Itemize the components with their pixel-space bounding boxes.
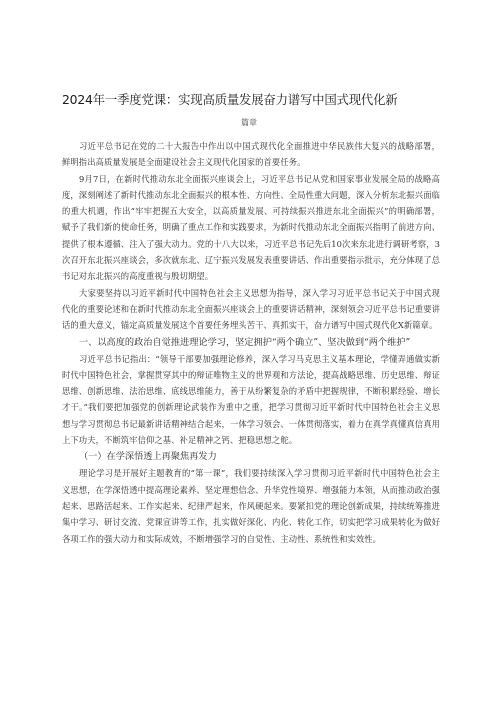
section-paragraph-1: 习近平总书记指出：“领导干部要加强理论修养，深入学习马克思主义基本理论，学懂弄通做实新时代中国特色社会，掌握贯穿其中的辩证唯物主义的世界观和方法论，提高战略思维、历史思维、辩证思维、创新思维、法治思维、底线思维能力，善于从纷繁复杂的矛盾中把握规律，不断积累经验、增长才干。”我们要把加强党的创新理论武装作为重中之重，把学习贯彻习近平新时代中国特色社会主义思想与学习贯彻总书记最新讲话精神结合起来，一体学习领会、一体贯彻落实，着力在真学真懂真信真用上下功夫，不断筑牢信仰之基、补足精神之钙、把稳思想之舵。 [62, 353, 440, 446]
paragraph-intro: 习近平总书记在党的二十大报告中作出以中国式现代化全面推进中华民族伟大复兴的战略部署，鲜明指出高质量发展是全面建设社会主义现代化国家的首要任务。 [62, 141, 440, 168]
document-body [62, 138, 440, 547]
document-author: 篇章 [241, 118, 257, 127]
paragraph-meeting: 9月7日，在新时代推动东北全面振兴座谈会上，习近平总书记从党和国家事业发展全局的战略高度，深刻阐述了新时代推动东北全面振兴的根本性、方向性、全局性重大问题，深入分析东北振兴面临的重大机遇，作出“牢牢把握五大安全，以高质量发展、可持续振兴推进东北全面振兴”的明确部署，赋予了我们新的使命任务，明确了重点工作和实践要求，为新时代推动东北全面振兴指明了前进方向、提供了根本遵循、注入了强大动力。党的十八大以来，习近平总书记先后10次来东北进行调研考察，3次召开东北振兴座谈会，多次就东北、辽宁振兴发展发表重要讲话、作出重要指示批示，充分体现了总书记对东北振兴的高度重视与殷切期望。 [62, 173, 440, 282]
paragraph-guidance: 大家要坚持以习近平新时代中国特色社会主义思想为指导，深入学习习近平总书记关于中国式现代化的重要论述和在新时代推动东北全面振兴座谈会上的重要讲话精神，深刻领会习近平总书记重要讲话的重大意义，锚定高质量发展这个首要任务埋头苦干、真抓实干，奋力谱写中国式现代化X新篇章。 [62, 287, 440, 331]
subsection-paragraph-1: 理论学习是开展好主题教育的“第一课”，我们要持续深入学习贯彻习近平新时代中国特色社会主义思想，在学深悟透中提高理论素养、坚定理想信念、升华党性境界、增强能力本领，从而推动政治强起来、思路活起来、工作实起来、纪律严起来，作风硬起来。要紧扣党的理论创新成果，持续统筹推进集中学习、研讨交流、党课宣讲等工作，扎实做好深化、内化、转化工作，切实把学习成果转化为做好各项工作的强大动力和实际成效，不断增强学习的自觉性、主动性、系统性和实效性。 [62, 468, 440, 544]
section-heading-1: 一、以高度的政治自觉推进理论学习，坚定拥护“两个确立”、坚决做到“两个维护” [79, 336, 411, 348]
subsection-heading-1: （一）在学深悟透上再聚焦再发力 [79, 451, 217, 463]
document-title: 2024年一季度党课：实现高质量发展奋力谱写中国式现代化新 [62, 92, 398, 107]
